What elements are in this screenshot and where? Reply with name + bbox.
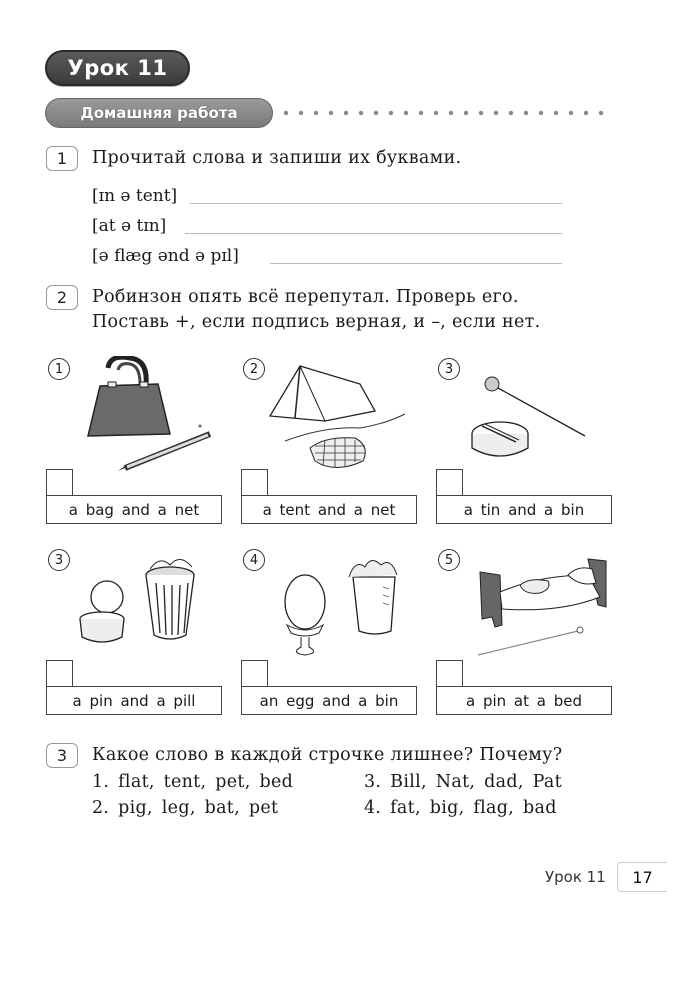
task-1-number: 1 <box>46 146 78 171</box>
answer-line-2[interactable] <box>185 233 562 234</box>
bag-and-pen-illustration <box>70 356 220 471</box>
answer-line-1[interactable] <box>190 203 562 204</box>
card-number: 1 <box>48 358 70 380</box>
task-1-instruction: Прочитай слова и запиши их буквами. <box>92 148 462 168</box>
card-number: 5 <box>438 549 460 571</box>
transcription: [ɪn ə tent] <box>92 186 178 206</box>
card-caption: an egg and a bin <box>241 686 417 715</box>
task-2-number: 2 <box>46 285 78 310</box>
answer-checkbox[interactable] <box>46 660 73 687</box>
card-number: 3 <box>48 549 70 571</box>
card-caption: a pin and a pill <box>46 686 222 715</box>
card-caption: a bag and a net <box>46 495 222 524</box>
answer-checkbox[interactable] <box>46 469 73 496</box>
section-title: Домашняя работа <box>80 104 238 122</box>
answer-checkbox[interactable] <box>436 660 463 687</box>
lesson-title-badge <box>45 50 190 86</box>
task-1-item <box>92 216 166 236</box>
dotted-divider <box>280 107 610 119</box>
page-number: 17 <box>617 862 667 892</box>
task-3-number: 3 <box>46 743 78 768</box>
picture-card <box>432 543 612 718</box>
card-number: 2 <box>243 358 265 380</box>
answer-checkbox[interactable] <box>436 469 463 496</box>
task-2-instruction-line2: Поставь +, если подпись верная, и –, если нет. <box>92 312 541 332</box>
lesson-title: Урок 11 <box>67 56 168 80</box>
picture-card <box>42 352 222 527</box>
card-caption: a tin and a bin <box>436 495 612 524</box>
answer-line-3[interactable] <box>270 263 562 264</box>
picture-card <box>237 543 417 718</box>
picture-card <box>42 543 222 718</box>
picture-card <box>432 352 612 527</box>
transcription: [ə flæg ənd ə pɪl] <box>92 246 239 266</box>
task-1-item <box>92 246 239 266</box>
card-number: 3 <box>438 358 460 380</box>
answer-checkbox[interactable] <box>241 469 268 496</box>
pin-and-tin-illustration <box>460 356 610 471</box>
card-number: 4 <box>243 549 265 571</box>
section-title-badge <box>45 98 273 128</box>
footer-lesson: Урок 11 <box>545 868 606 886</box>
word-row: 3. Bill, Nat, dad, Pat <box>364 772 562 792</box>
task-3-instruction: Какое слово в каждой строчке лишнее? Почему? <box>92 745 563 765</box>
bed-and-pin-illustration <box>460 547 610 662</box>
egg-and-bin-illustration <box>265 547 415 662</box>
task-1-item <box>92 186 177 206</box>
task-2-instruction-line1: Робинзон опять всё перепутал. Проверь его. <box>92 287 519 307</box>
tent-and-net-illustration <box>265 356 415 471</box>
answer-checkbox[interactable] <box>241 660 268 687</box>
word-row: 2. pig, leg, bat, pet <box>92 798 279 818</box>
card-caption: a tent and a net <box>241 495 417 524</box>
picture-card <box>237 352 417 527</box>
word-row: 4. fat, big, flag, bad <box>364 798 557 818</box>
tin-and-bin-illustration <box>70 547 220 662</box>
transcription: [at ə tɪn] <box>92 216 167 236</box>
word-row: 1. flat, tent, pet, bed <box>92 772 294 792</box>
card-caption: a pin at a bed <box>436 686 612 715</box>
